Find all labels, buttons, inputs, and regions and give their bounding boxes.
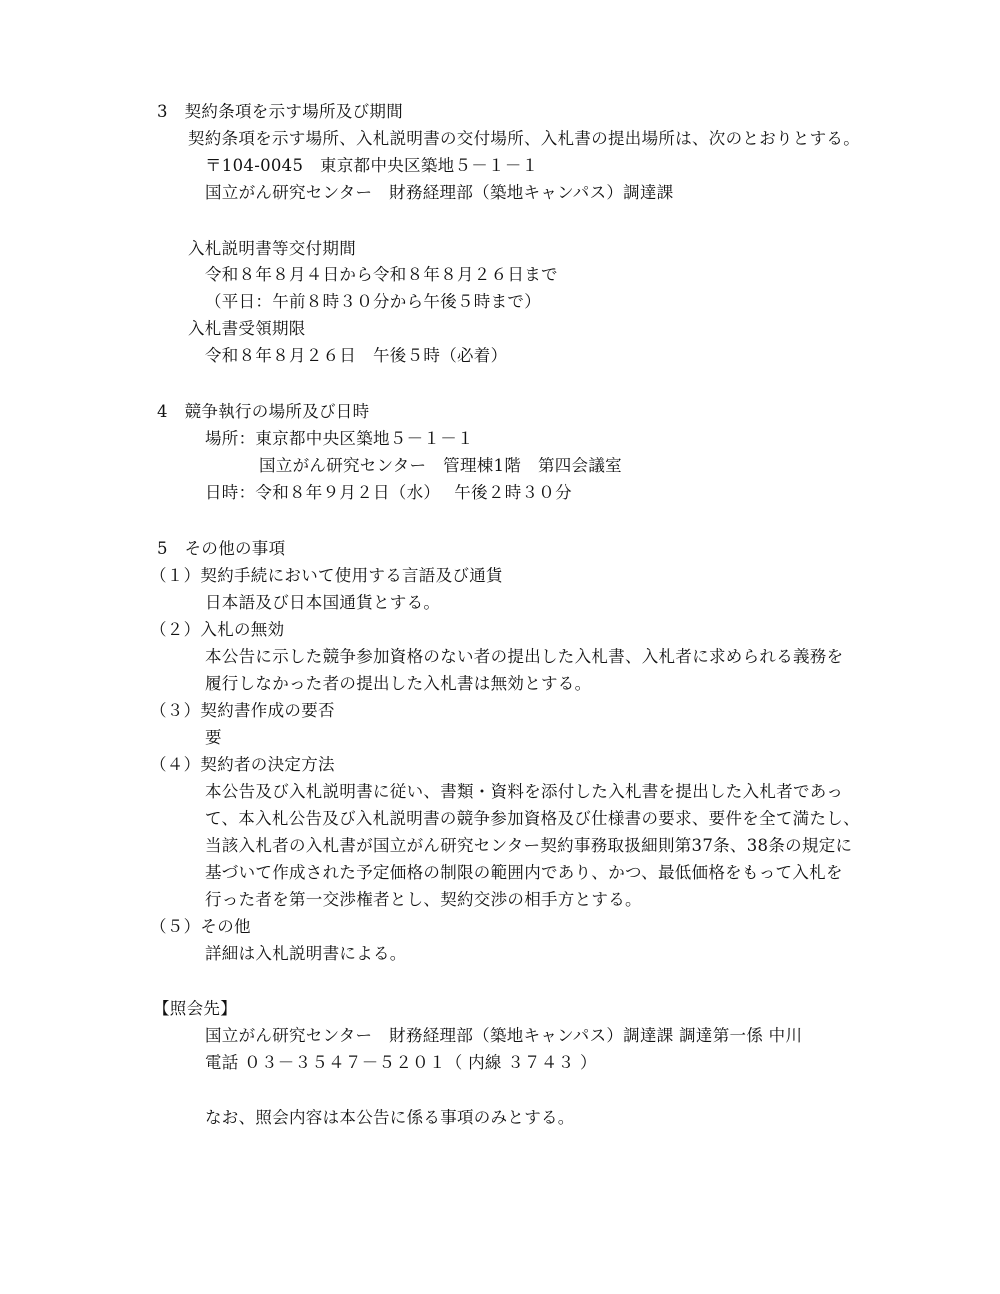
item-body-line: 行った者を第一交渉権者とし、契約交渉の相手方とする。	[205, 890, 642, 909]
item-body-line: 要	[205, 728, 222, 747]
item-body-line: 日本語及び日本国通貨とする。	[205, 593, 441, 612]
section3-address: 〒104-0045 東京都中央区築地５－１－１	[205, 156, 539, 175]
contact-office: 国立がん研究センター 財務経理部（築地キャンパス）調達課 調達第一係 中川	[205, 1026, 803, 1045]
item-label: （３）契約書作成の要否	[150, 701, 335, 720]
item-label: （５）その他	[150, 917, 251, 936]
section5-heading: 5 その他の事項	[157, 539, 286, 558]
section3-office: 国立がん研究センター 財務経理部（築地キャンパス）調達課	[205, 183, 674, 202]
item-body-line: 履行しなかった者の提出した入札書は無効とする。	[205, 674, 592, 693]
section4-heading: 4 競争執行の場所及び日時	[157, 402, 370, 421]
item-label: （２）入札の無効	[150, 620, 285, 639]
distribution-period: 令和８年８月４日から令和８年８月２６日まで	[205, 265, 558, 284]
item-body-line: 基づいて作成された予定価格の制限の範囲内であり、かつ、最低価格をもって入札を	[205, 863, 843, 882]
section4-datetime: 日時：令和８年９月２日（水） 午後２時３０分	[205, 483, 572, 502]
deadline-label: 入札書受領期限	[188, 319, 306, 338]
contact-phone: 電話 ０３－３５４７－５２０１（ 内線 ３７４３ ）	[205, 1053, 597, 1072]
item-body-line: 本公告に示した競争参加資格のない者の提出した入札書、入札者に求められる義務を	[205, 647, 844, 666]
item-label: （４）契約者の決定方法	[150, 755, 335, 774]
contact-note: なお、照会内容は本公告に係る事項のみとする。	[205, 1108, 575, 1127]
section4-place-line1: 場所：東京都中央区築地５－１－１	[205, 429, 474, 448]
item-body-line: て、本入札公告及び入札説明書の競争参加資格及び仕様書の要求、要件を全て満たし、	[205, 809, 860, 828]
deadline-value: 令和８年８月２６日 午後５時（必着）	[205, 346, 508, 365]
item-body-line: 当該入札者の入札書が国立がん研究センター契約事務取扱細則第37条、38条の規定に	[205, 836, 853, 855]
item-label: （１）契約手続において使用する言語及び通貨	[150, 566, 503, 585]
item-body-line: 詳細は入札説明書による。	[205, 944, 407, 963]
section4-place-line2: 国立がん研究センター 管理棟1階 第四会議室	[259, 456, 622, 475]
distribution-label: 入札説明書等交付期間	[188, 239, 356, 258]
section3-heading: 3 契約条項を示す場所及び期間	[157, 102, 403, 121]
distribution-hours: （平日：午前８時３０分から午後５時まで）	[205, 292, 541, 311]
item-body-line: 本公告及び入札説明書に従い、書類・資料を添付した入札書を提出した入札者であっ	[205, 782, 844, 801]
contact-heading: 【照会先】	[153, 999, 237, 1018]
section3-intro: 契約条項を示す場所、入札説明書の交付場所、入札書の提出場所は、次のとおりとする。	[188, 129, 860, 148]
